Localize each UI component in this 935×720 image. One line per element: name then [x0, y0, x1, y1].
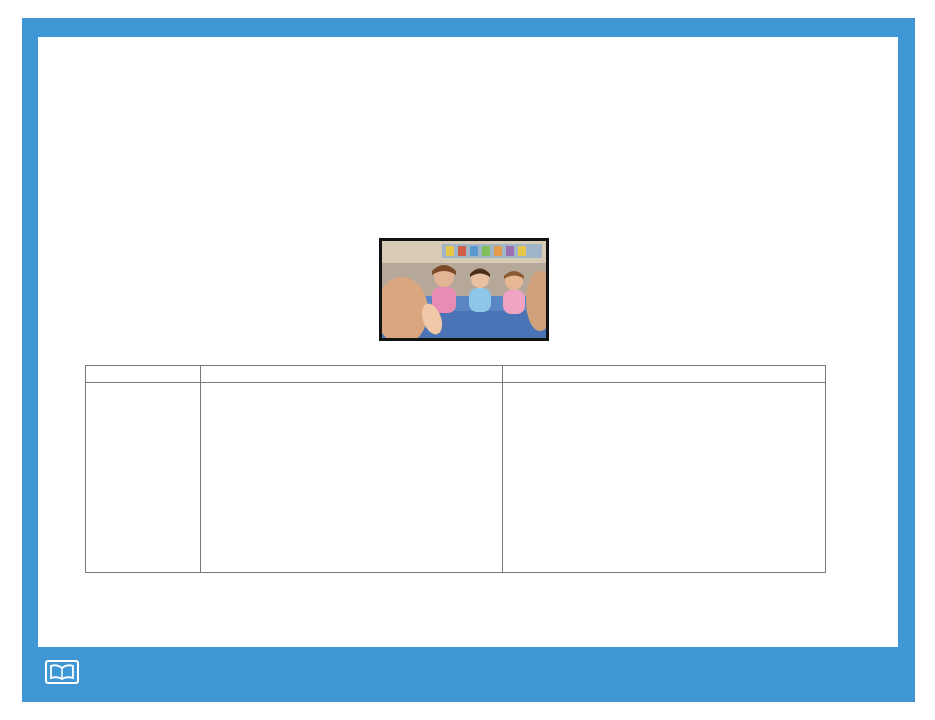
header-blank — [86, 366, 201, 383]
open-book-icon — [45, 660, 79, 684]
right-color-border — [887, 40, 894, 647]
left-color-border — [42, 40, 49, 647]
top-color-border — [46, 40, 891, 47]
spanish-song-cell — [503, 383, 826, 573]
spanish-line — [508, 384, 820, 400]
cox-campus-logo[interactable] — [45, 660, 86, 684]
english-song-cell — [201, 383, 503, 573]
header-english — [201, 366, 503, 383]
table-row — [86, 383, 826, 573]
classroom-illustration — [382, 241, 546, 338]
songs-table — [85, 365, 826, 573]
children-circle-photo — [379, 238, 549, 341]
table-header-row — [86, 366, 826, 383]
header-spanish — [503, 366, 826, 383]
row-label-circle-time — [86, 383, 201, 573]
